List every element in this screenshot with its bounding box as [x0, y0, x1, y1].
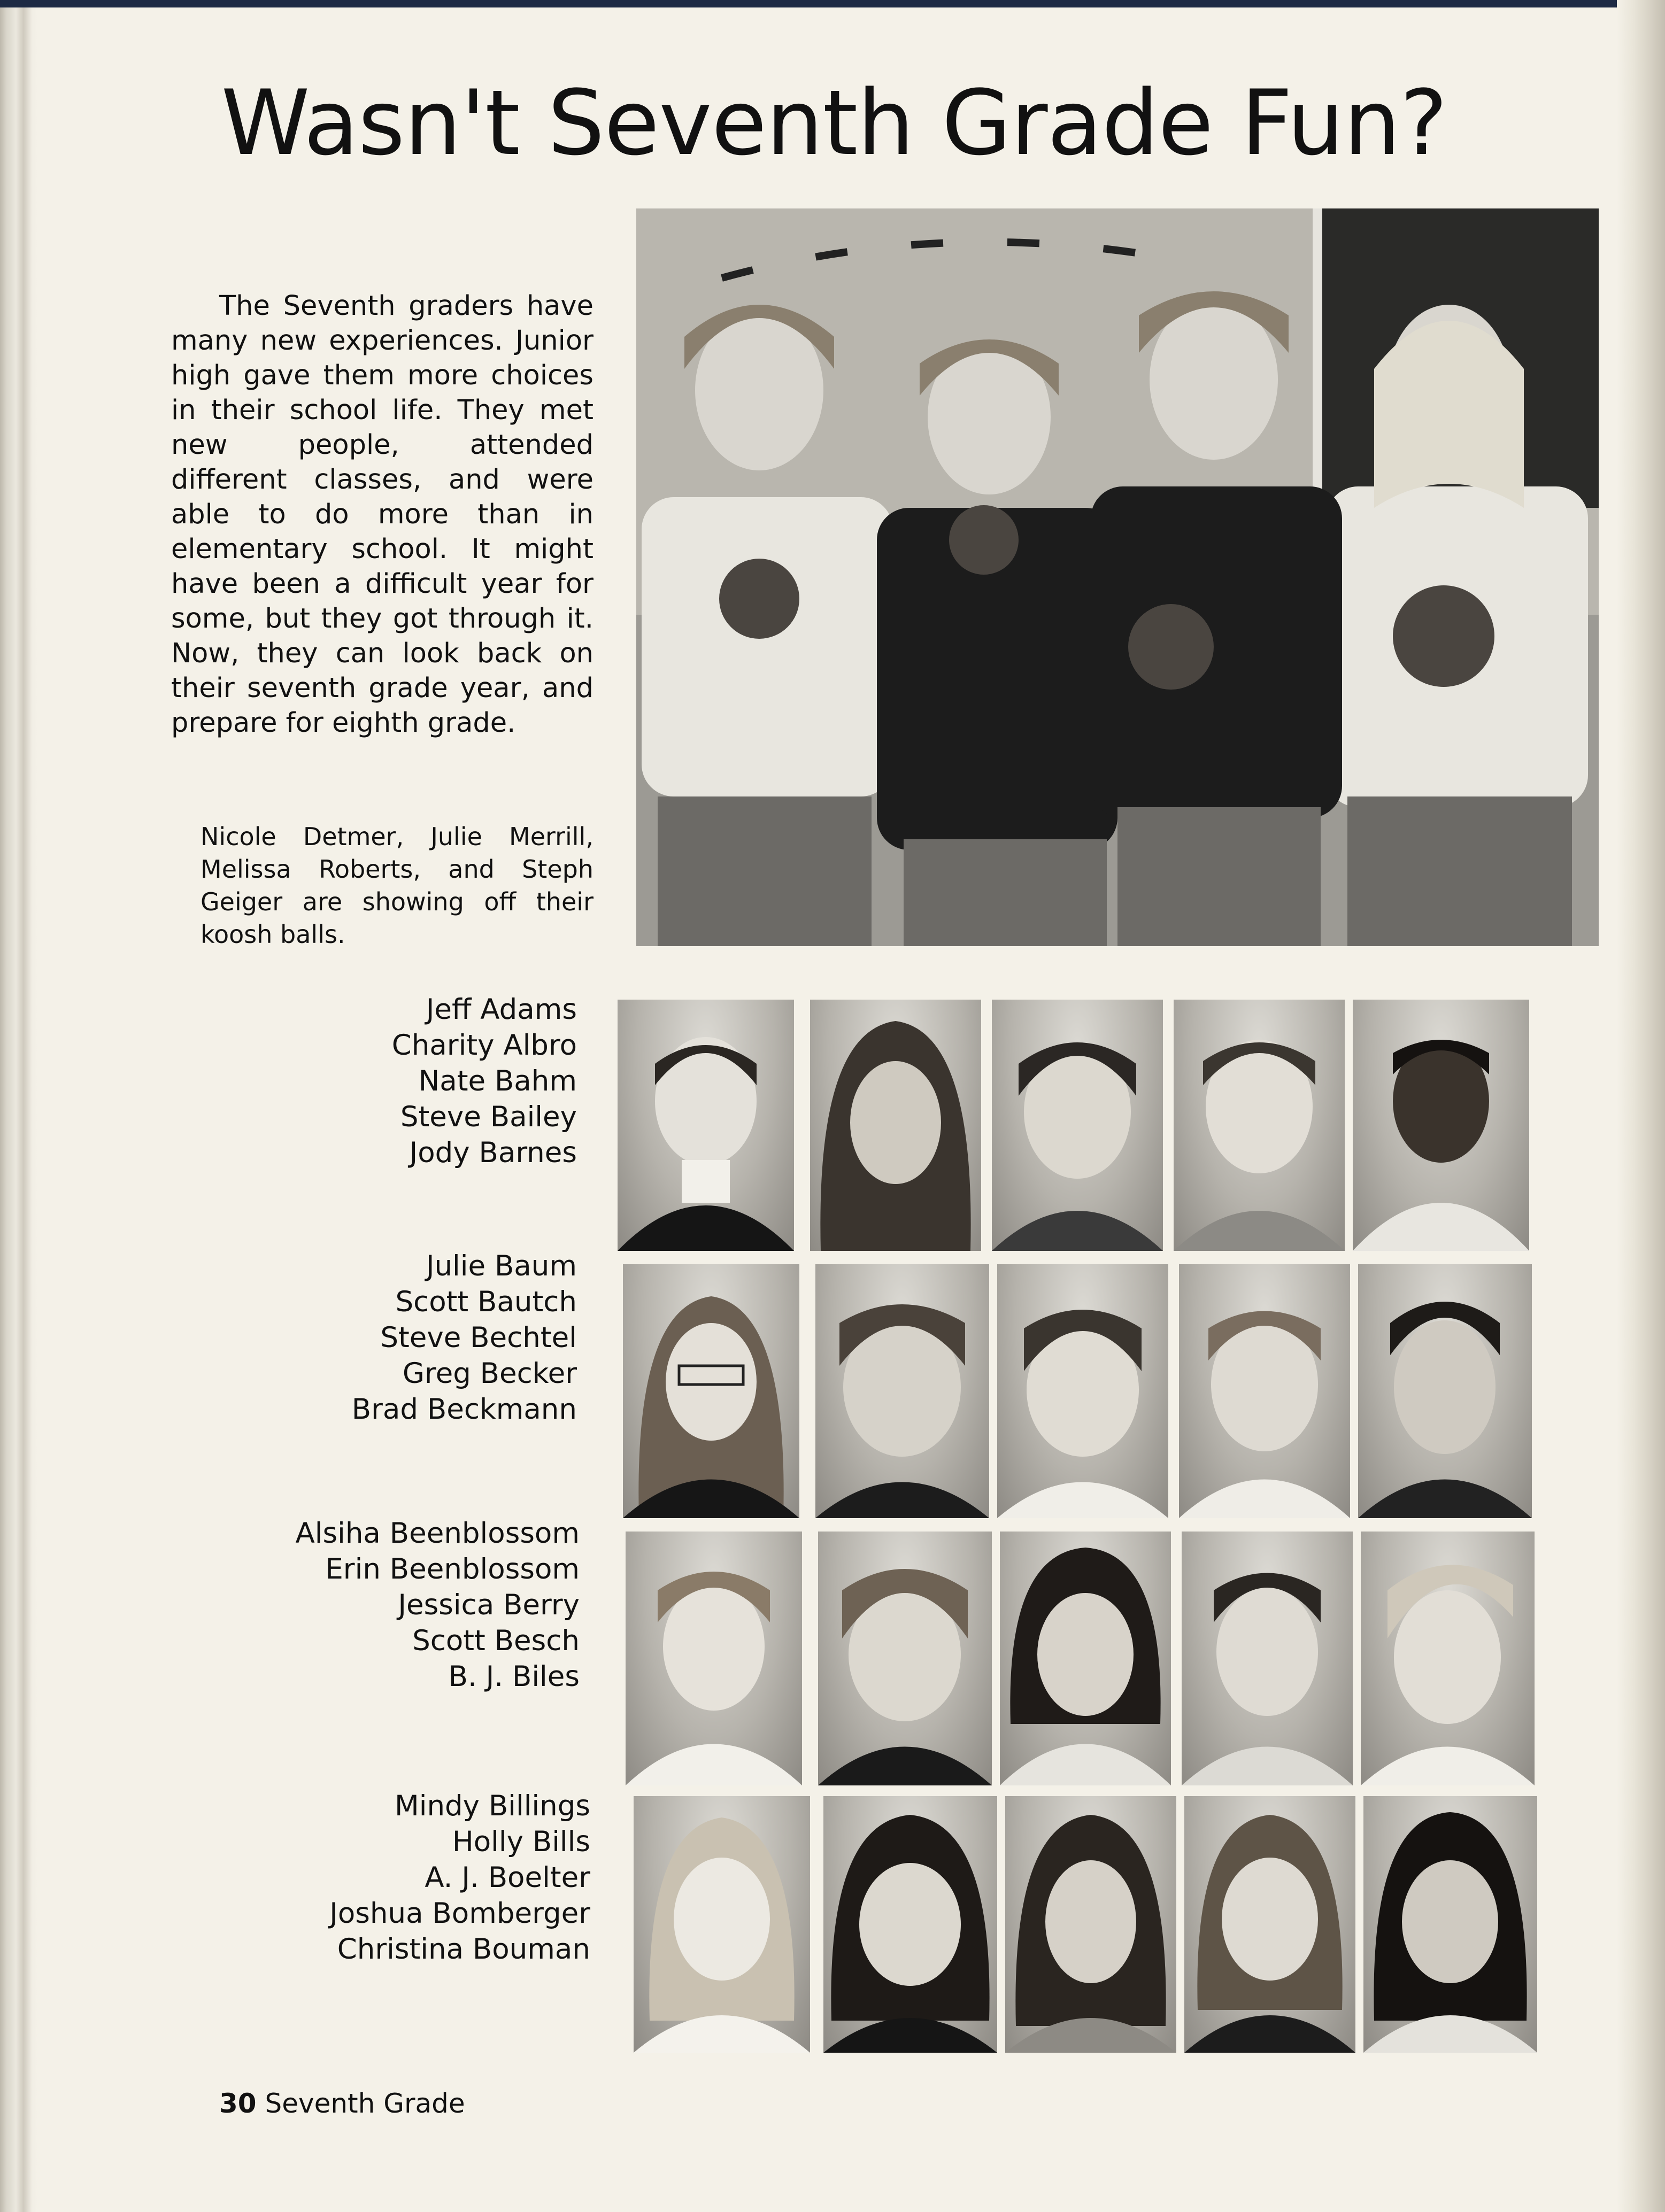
- student-name: Erin Beenblossom: [325, 1553, 580, 1585]
- student-portrait: [634, 1796, 810, 2053]
- student-name: Scott Bautch: [395, 1286, 577, 1318]
- student-name: Alsiha Beenblossom: [295, 1517, 580, 1550]
- student-portrait: [1353, 1000, 1529, 1251]
- page-footer: [219, 2087, 465, 2120]
- name-list-row-4: [329, 1788, 590, 1967]
- student-name: B. J. Biles: [448, 1660, 580, 1693]
- student-name: Steve Bailey: [400, 1101, 577, 1133]
- student-portrait: [1005, 1796, 1176, 2053]
- student-name: Jeff Adams: [426, 993, 577, 1026]
- page-number: 30: [219, 2088, 257, 2119]
- student-portrait: [992, 1000, 1163, 1251]
- student-name: A. J. Boelter: [425, 1861, 590, 1894]
- student-name: Holly Bills: [452, 1826, 590, 1858]
- student-name: Scott Besch: [412, 1625, 580, 1657]
- student-name: Christina Bouman: [337, 1933, 590, 1966]
- student-name: Julie Baum: [426, 1250, 577, 1282]
- group-photo-koosh-balls: [636, 208, 1599, 946]
- student-portrait: [1184, 1796, 1355, 2053]
- student-name: Brad Beckmann: [351, 1393, 577, 1426]
- book-spine-shadow: [0, 0, 37, 2212]
- student-portrait: [1000, 1532, 1171, 1785]
- student-portrait: [1179, 1264, 1350, 1518]
- intro-paragraph: The Seventh graders have many new experiences. Junior high gave them more choices in their school life. They met new people, attended different classes, and were able to do more than in elementary school. It might have been a difficult year for some, but they got through it. Now, they can look back on their seventh grade year, and prepare for eighth grade.: [171, 290, 593, 739]
- photo-caption: Nicole Detmer, Julie Merrill, Melissa Roberts, and Steph Geiger are showing off their koosh balls.: [201, 822, 593, 949]
- page-right-edge: [1617, 0, 1665, 2212]
- student-portrait: [618, 1000, 794, 1251]
- student-portrait: [997, 1264, 1168, 1518]
- name-list-row-3: [296, 1515, 580, 1695]
- student-name: Charity Albro: [391, 1029, 577, 1062]
- student-portrait: [823, 1796, 997, 2053]
- student-portrait: [815, 1264, 989, 1518]
- student-portrait: [1358, 1264, 1532, 1518]
- student-portrait: [1361, 1532, 1535, 1785]
- page-title: Wasn't Seventh Grade Fun?: [221, 71, 1447, 175]
- student-name: Jessica Berry: [398, 1589, 580, 1621]
- student-portrait: [818, 1532, 992, 1785]
- student-name: Jody Barnes: [409, 1136, 577, 1169]
- student-portrait: [810, 1000, 981, 1251]
- name-list-row-2: [352, 1248, 577, 1427]
- student-portrait: [1363, 1796, 1537, 2053]
- student-name: Steve Bechtel: [380, 1321, 577, 1354]
- student-portrait: [623, 1264, 799, 1518]
- section-label: Seventh Grade: [265, 2088, 465, 2119]
- student-name: Greg Becker: [402, 1357, 577, 1390]
- student-portrait: [1182, 1532, 1353, 1785]
- student-name: Joshua Bomberger: [329, 1897, 590, 1930]
- student-portrait: [1174, 1000, 1345, 1251]
- name-list-row-1: [392, 992, 577, 1171]
- page-top-edge: [0, 0, 1665, 7]
- student-portrait: [626, 1532, 802, 1785]
- student-name: Mindy Billings: [394, 1790, 590, 1822]
- student-name: Nate Bahm: [418, 1065, 577, 1097]
